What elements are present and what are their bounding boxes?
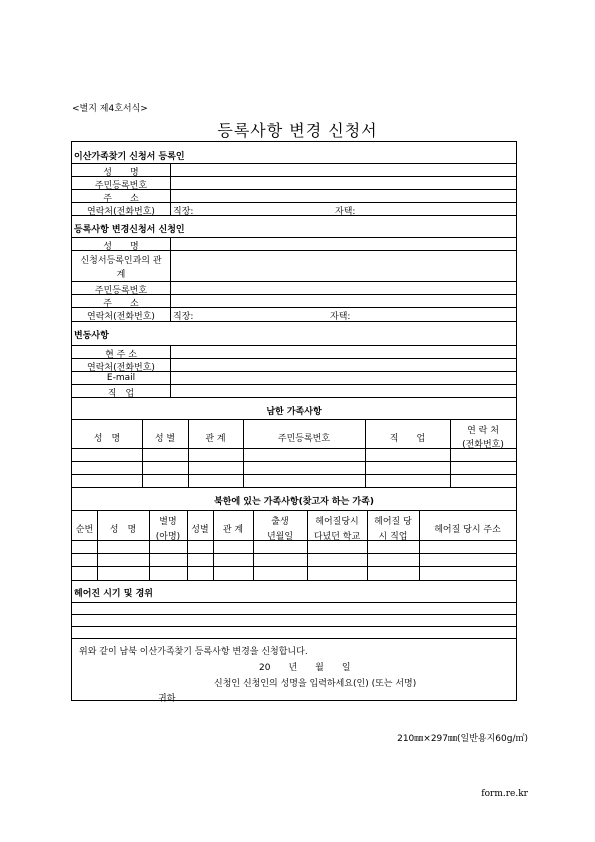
south-col-name: 성 명 (93, 434, 121, 444)
declaration-addressee: 귀하 (158, 694, 176, 704)
south-col-sex: 성 별 (154, 434, 176, 444)
section2-work-label: 직장: (173, 312, 194, 322)
separation-heading: 헤어진 시기 및 경위 (74, 589, 153, 599)
section2-home-label: 자택: (330, 312, 351, 322)
north-family-heading: 북한에 있는 가족사항(찾고자 하는 가족) (214, 497, 374, 507)
north-col-job-2: 시 직업 (378, 532, 408, 542)
section2-relation-label-2: 계 (116, 270, 126, 280)
north-col-alias-2: (아명) (155, 532, 181, 542)
section1-address-label: 주 소 (103, 194, 139, 204)
north-col-job-1: 헤어질 당 (374, 517, 412, 527)
section1-contact-label: 연락처(전화번호) (87, 207, 155, 217)
section3-contact-label: 연락처(전화번호) (87, 363, 155, 373)
section2-name-label: 성 명 (103, 242, 139, 252)
section2-relation-label-1: 신청서등록인과의 관 (80, 256, 162, 266)
section3-address-label: 현 주 소 (105, 350, 137, 360)
north-col-sex: 성별 (191, 525, 209, 535)
section1-home-label: 자택: (335, 207, 356, 217)
paper-size-note: 210㎜×297㎜(일반용지60g/㎡) (397, 734, 528, 744)
south-col-contact-1: 연 락 처 (467, 426, 499, 436)
source-label: form.re.kr (481, 789, 528, 799)
section1-work-label: 직장: (173, 207, 194, 217)
north-col-no: 순번 (75, 525, 94, 535)
section1-rrn-label: 주민등록번호 (94, 181, 148, 191)
section3-heading: 변동사항 (74, 331, 109, 341)
north-col-address: 헤어질 당시 주소 (434, 525, 501, 535)
form-frame (71, 141, 517, 704)
north-col-relation: 관 계 (222, 525, 244, 535)
section1-name-label: 성 명 (103, 168, 139, 178)
north-col-name: 성 명 (109, 525, 137, 535)
section3-email-label: E-mail (106, 373, 136, 383)
page-title: 등록사항 변경 신청서 (217, 121, 378, 140)
south-col-relation: 관 계 (205, 434, 226, 444)
declaration-statement: 위와 같이 남북 이산가족찾기 등록사항 변경을 신청합니다. (79, 647, 308, 657)
form-number: <별지 제4호서식> (72, 104, 148, 114)
north-col-birth-2: 년월일 (266, 532, 294, 542)
north-col-school-1: 헤어질당시 (315, 517, 359, 527)
south-family-heading: 남한 가족사항 (266, 407, 322, 417)
south-col-job: 직 업 (389, 434, 426, 444)
south-col-contact-2: (전화번호) (462, 440, 504, 450)
section2-heading: 등록사항 변경신청서 신청인 (74, 225, 185, 235)
north-col-school-2: 다녔던 학교 (313, 532, 361, 542)
declaration-date: 20 년 월 일 (259, 663, 351, 673)
north-col-birth-1: 출생 (271, 517, 289, 527)
south-col-rrn: 주민등록번호 (277, 434, 331, 444)
section3-job-label: 직 업 (107, 389, 135, 399)
section2-address-label: 주 소 (103, 299, 139, 309)
section2-contact-label: 연락처(전화번호) (87, 312, 155, 322)
north-col-alias-1: 별명 (159, 517, 177, 527)
declaration-signature: 신청인 신청인의 성명을 입력하세요(인) (또는 서명) (214, 679, 417, 689)
section1-heading: 이산가족찾기 신청서 등록인 (74, 152, 185, 162)
section2-rrn-label: 주민등록번호 (94, 286, 148, 296)
